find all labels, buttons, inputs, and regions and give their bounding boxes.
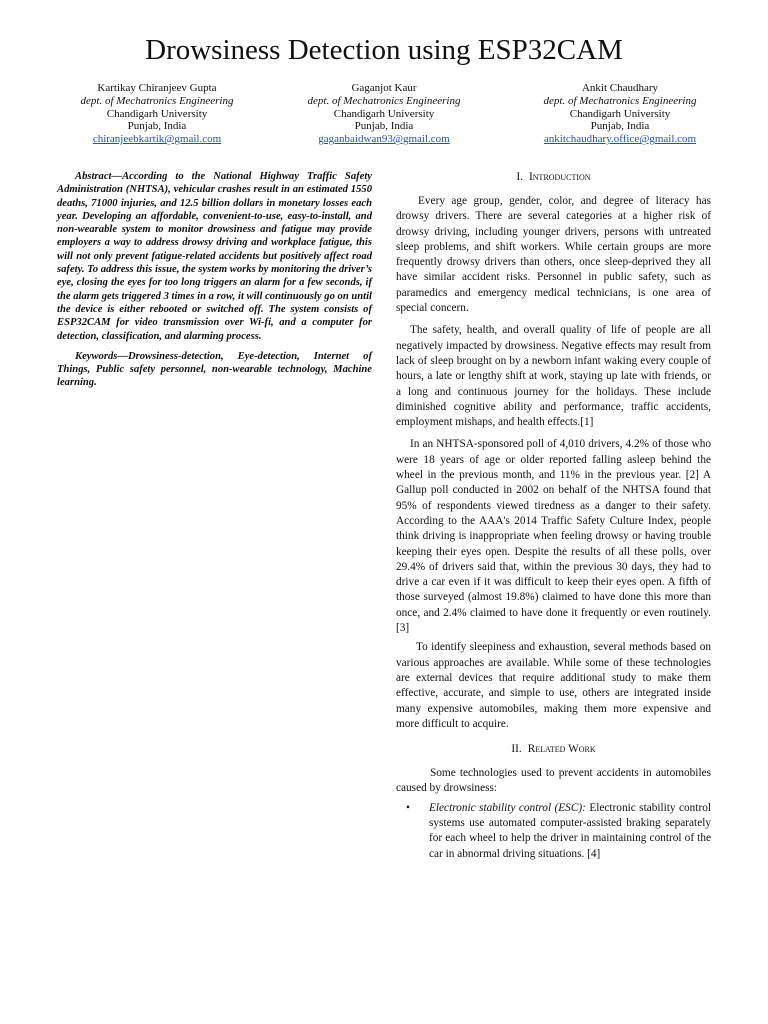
section-number: II.: [511, 743, 522, 756]
intro-paragraph-2: The safety, health, and overall quality of life of people are all negatively impacted by drowsiness. Negative effects may result from lack of sleep brought on by a newborn infant waking every couple of hours, a late or lengthy shift at work, staying up late with friends, or a long and continuous journey for the holidays. These include diminished cognitive ability and performance, traffic accidents, employment mishaps, and health effects.[1]: [396, 324, 711, 429]
related-work-list: [396, 801, 711, 862]
author-dept: dept. of Mechatronics Engineering: [80, 94, 234, 107]
author-email-link[interactable]: ankitchaudhary.office@gmail.com: [543, 133, 697, 146]
intro-paragraph-4: To identify sleepiness and exhaustion, several methods based on various approaches are available. While some of these technologies are external devices that require additional study to make them effective, accurate, and simple to use, others are integrated inside many expensive automobiles, making them more expensive and more difficult to acquire.: [396, 641, 711, 730]
author-location: Punjab, India: [590, 120, 650, 133]
author-name: Ankit Chaudhary: [581, 82, 659, 94]
author-2: [284, 82, 484, 146]
author-location: Punjab, India: [127, 120, 187, 133]
bullet-text: Electronic stability control systems use automated computer-assisted braking separately for each wheel to help the driver in maintaining control of the car in abnormal driving situations. [4]: [429, 801, 712, 860]
bullet-term: Electronic stability control (ESC):: [429, 801, 586, 814]
author-dept: dept. of Mechatronics Engineering: [543, 94, 697, 107]
author-university: Chandigarh University: [333, 107, 435, 120]
author-university: Chandigarh University: [569, 107, 671, 120]
section-heading-introduction: [396, 170, 711, 185]
intro-paragraph-3: In an NHTSA-sponsored poll of 4,010 drivers, 4.2% of those who were 18 years of age or older reported falling asleep behind the wheel in the previous month, and 11% in the previous year. [2] A Gallup poll conducted in 2002 on behalf of the NHTSA found that 95% of respondents viewed tiredness as a danger to their safety. According to the AAA's 2014 Traffic Safety Culture Index, people think driving is inappropriate when feeling drowsy or having trouble keeping their eyes open. Despite the results of all these polls, over 29.4% of drivers said that, within the previous 30 days, they had to drive a car even if it was difficult to keep their eyes open. A fifth of those surveyed (almost 19.8%) claimed to have done this more than once, and 2.4% claimed to have done it frequently or even routinely. [3]: [396, 438, 711, 635]
related-work-intro: Some technologies used to prevent accidents in automobiles caused by drowsiness:: [396, 767, 711, 795]
right-column: [396, 170, 711, 862]
author-location: Punjab, India: [354, 120, 414, 133]
bullet-icon: •: [406, 801, 410, 814]
author-email-link[interactable]: chiranjeebkartik@gmail.com: [92, 133, 222, 146]
paper-title: Drowsiness Detection using ESP32CAM: [145, 34, 623, 66]
author-name: Gaganjot Kaur: [351, 82, 417, 94]
author-email-link[interactable]: gaganbaidwan93@gmail.com: [318, 133, 450, 146]
intro-paragraph-1: Every age group, gender, color, and degree of literacy has drowsy drivers. There are several categories at a higher risk of drowsy driving, including younger drivers, persons with untreated sleep problems, and shift workers. While certain groups are more frequently drowsy drivers than others, once sleep-deprived they all have similar accident risks. Personnel in public safety, such as paramedics and emergency medical technicians, is one area of special concern.: [396, 195, 711, 315]
list-item: [406, 801, 712, 862]
section-title: Introduction: [529, 171, 591, 183]
left-column: [57, 170, 372, 390]
author-university: Chandigarh University: [106, 107, 208, 120]
section-number: I.: [516, 171, 524, 183]
author-1: [57, 82, 257, 146]
keywords: Keywords—Drowsiness-detection, Eye-detection, Internet of Things, Public safety personnel, non-wearable technology, Machine learning.: [57, 350, 372, 389]
abstract: Abstract—According to the National Highway Traffic Safety Administration (NHTSA), vehicular crashes result in an estimated 1550 deaths, 71000 injuries, and 12.5 billion dollars in monetary losses each year. Developing an affordable, convenient-to-use, easy-to-install, and non-wearable system to monitor drowsiness and fatigue may provide employers a way to address drowsy driving and workplace fatigue, this will not only prevent fatigue-related accidents but positively affect road safety. To address this issue, the system works by monitoring the driver’s eye, closing the eyes for too long triggers an alarm for a few seconds, if the alarm gets triggered 3 times in a row, it will continuously go on until the device is either rebooted or switched off. The system consists of ESP32CAM for video transmission over Wi-fi, and a computer for detection, classification, and alarming process.: [57, 171, 372, 342]
section-heading-related-work: [396, 742, 711, 757]
author-3: [520, 82, 720, 146]
section-title: Related Work: [527, 743, 596, 756]
author-name: Kartikay Chiranjeev Gupta: [97, 82, 217, 94]
author-dept: dept. of Mechatronics Engineering: [307, 94, 461, 107]
